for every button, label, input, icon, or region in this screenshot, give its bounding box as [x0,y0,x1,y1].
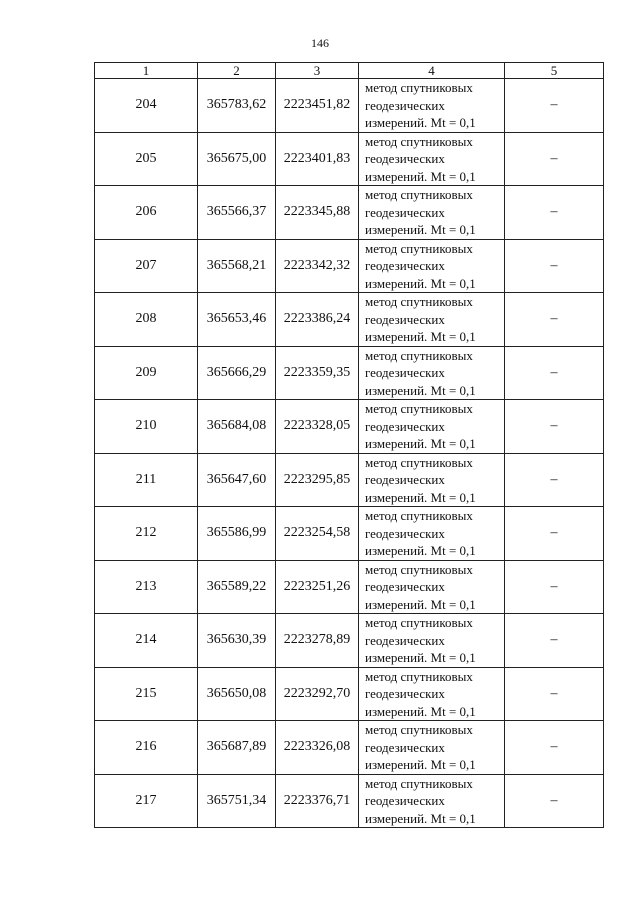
method-cell: метод спутниковых геодезических измерений. Mt = 0,1 [359,239,505,293]
note-cell: – [505,132,604,186]
table-row [95,79,604,133]
column-header-3: 3 [276,63,359,79]
column-header-2: 2 [198,63,276,79]
note-cell: – [505,239,604,293]
point-number-cell: 206 [95,186,198,240]
method-cell: метод спутниковых геодезических измерений. Mt = 0,1 [359,400,505,454]
method-cell: метод спутниковых геодезических измерений. Mt = 0,1 [359,560,505,614]
table-row [95,560,604,614]
y-coordinate-cell: 2223359,35 [276,346,359,400]
y-coordinate-cell: 2223326,08 [276,721,359,775]
point-number-cell: 214 [95,614,198,668]
method-cell: метод спутниковых геодезических измерений. Mt = 0,1 [359,774,505,828]
method-cell: метод спутниковых геодезических измерений. Mt = 0,1 [359,721,505,775]
x-coordinate-cell: 365568,21 [198,239,276,293]
method-cell: метод спутниковых геодезических измерений. Mt = 0,1 [359,186,505,240]
point-number-cell: 215 [95,667,198,721]
x-coordinate-cell: 365650,08 [198,667,276,721]
table-row [95,774,604,828]
x-coordinate-cell: 365586,99 [198,507,276,561]
y-coordinate-cell: 2223292,70 [276,667,359,721]
x-coordinate-cell: 365751,34 [198,774,276,828]
table-row [95,507,604,561]
table-header-row [95,63,604,79]
note-cell: – [505,507,604,561]
x-coordinate-cell: 365675,00 [198,132,276,186]
note-cell: – [505,346,604,400]
note-cell: – [505,774,604,828]
table-row [95,346,604,400]
y-coordinate-cell: 2223251,26 [276,560,359,614]
method-cell: метод спутниковых геодезических измерений. Mt = 0,1 [359,346,505,400]
table-row [95,453,604,507]
column-header-4: 4 [359,63,505,79]
coordinates-table [94,62,604,828]
x-coordinate-cell: 365653,46 [198,293,276,347]
y-coordinate-cell: 2223342,32 [276,239,359,293]
y-coordinate-cell: 2223295,85 [276,453,359,507]
point-number-cell: 212 [95,507,198,561]
note-cell: – [505,721,604,775]
y-coordinate-cell: 2223386,24 [276,293,359,347]
x-coordinate-cell: 365630,39 [198,614,276,668]
y-coordinate-cell: 2223451,82 [276,79,359,133]
column-header-5: 5 [505,63,604,79]
page-number: 146 [311,36,329,50]
note-cell: – [505,453,604,507]
table-row [95,721,604,775]
column-header-1: 1 [95,63,198,79]
y-coordinate-cell: 2223401,83 [276,132,359,186]
point-number-cell: 210 [95,400,198,454]
y-coordinate-cell: 2223278,89 [276,614,359,668]
method-cell: метод спутниковых геодезических измерений. Mt = 0,1 [359,79,505,133]
table-row [95,614,604,668]
method-cell: метод спутниковых геодезических измерений. Mt = 0,1 [359,293,505,347]
method-cell: метод спутниковых геодезических измерений. Mt = 0,1 [359,667,505,721]
point-number-cell: 216 [95,721,198,775]
method-cell: метод спутниковых геодезических измерений. Mt = 0,1 [359,453,505,507]
note-cell: – [505,667,604,721]
point-number-cell: 213 [95,560,198,614]
x-coordinate-cell: 365589,22 [198,560,276,614]
y-coordinate-cell: 2223254,58 [276,507,359,561]
table-body [95,79,604,828]
x-coordinate-cell: 365647,60 [198,453,276,507]
table-row [95,132,604,186]
point-number-cell: 209 [95,346,198,400]
table-row [95,667,604,721]
method-cell: метод спутниковых геодезических измерений. Mt = 0,1 [359,507,505,561]
y-coordinate-cell: 2223345,88 [276,186,359,240]
table-row [95,186,604,240]
x-coordinate-cell: 365684,08 [198,400,276,454]
point-number-cell: 211 [95,453,198,507]
table-row [95,293,604,347]
note-cell: – [505,79,604,133]
method-cell: метод спутниковых геодезических измерений. Mt = 0,1 [359,132,505,186]
note-cell: – [505,400,604,454]
x-coordinate-cell: 365566,37 [198,186,276,240]
y-coordinate-cell: 2223328,05 [276,400,359,454]
note-cell: – [505,186,604,240]
x-coordinate-cell: 365687,89 [198,721,276,775]
x-coordinate-cell: 365783,62 [198,79,276,133]
note-cell: – [505,293,604,347]
point-number-cell: 205 [95,132,198,186]
point-number-cell: 217 [95,774,198,828]
method-cell: метод спутниковых геодезических измерений. Mt = 0,1 [359,614,505,668]
x-coordinate-cell: 365666,29 [198,346,276,400]
point-number-cell: 204 [95,79,198,133]
y-coordinate-cell: 2223376,71 [276,774,359,828]
note-cell: – [505,560,604,614]
point-number-cell: 208 [95,293,198,347]
table-row [95,400,604,454]
point-number-cell: 207 [95,239,198,293]
note-cell: – [505,614,604,668]
table-row [95,239,604,293]
